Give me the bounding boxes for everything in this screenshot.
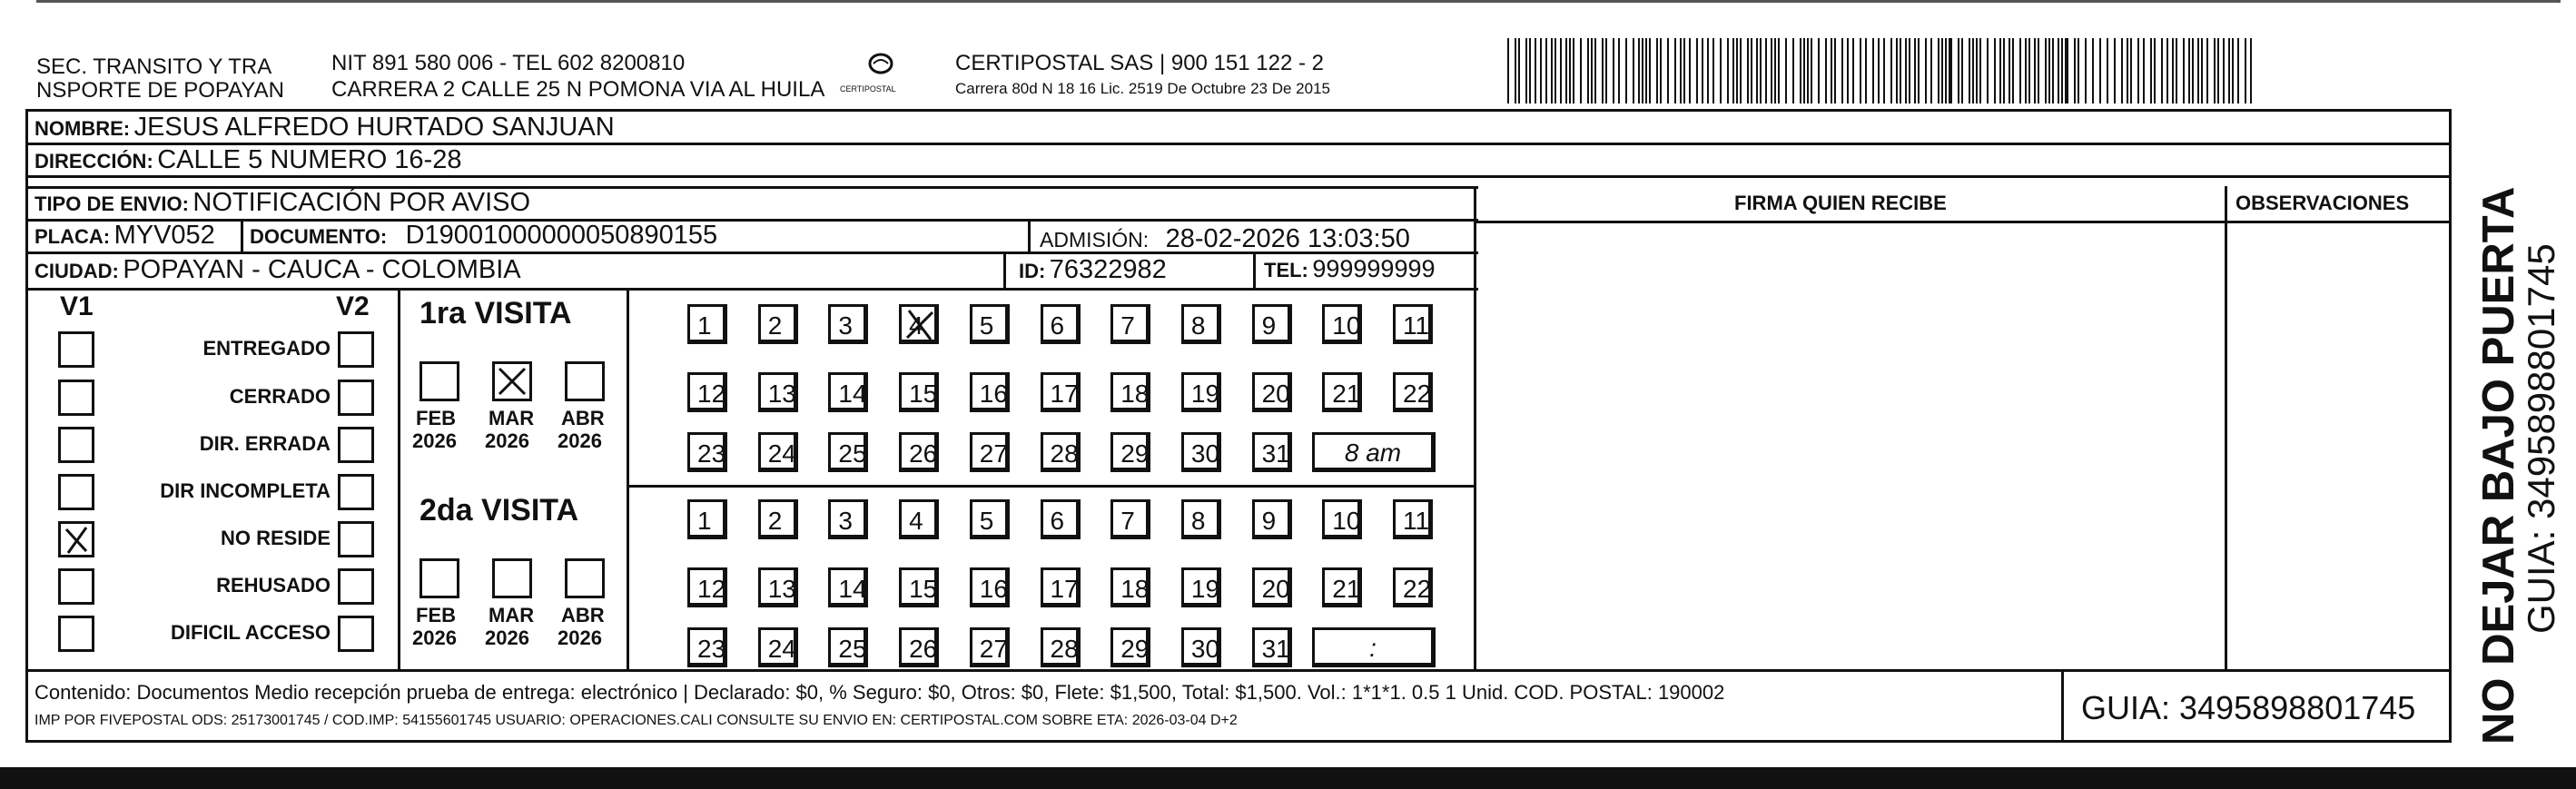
bottom-edge <box>0 767 2576 789</box>
day-box[interactable]: 15 <box>899 567 939 607</box>
sender-name-line2: NSPORTE DE POPAYAN <box>36 78 284 103</box>
barcode-bar <box>1792 38 1794 104</box>
day-box[interactable]: 29 <box>1110 432 1150 472</box>
barcode-bar <box>1535 38 1536 104</box>
tipo-envio-label: TIPO DE ENVIO: <box>35 192 189 215</box>
barcode-bar <box>2201 38 2203 104</box>
first-visit-title: 1ra VISITA <box>419 296 572 330</box>
v2-checkbox[interactable] <box>338 521 374 557</box>
carrier-line2: Carrera 80d N 18 16 Lic. 2519 De Octubre 23 De 2015 <box>955 80 1330 97</box>
v2-checkbox[interactable] <box>338 331 374 368</box>
barcode-bar <box>2137 38 2139 104</box>
barcode-bar <box>1925 38 1927 104</box>
barcode-bar <box>1765 38 1767 104</box>
barcode-bar <box>1569 38 1571 104</box>
day-box[interactable]: 8 <box>1181 499 1221 539</box>
x-mark-icon <box>495 364 529 399</box>
barcode-bar <box>2130 38 2132 104</box>
status-option-label: NO RESIDE <box>220 527 331 549</box>
year-label: 2026 <box>558 429 602 452</box>
day-box[interactable]: 2 <box>758 499 798 539</box>
year-label: 2026 <box>412 626 457 649</box>
second-visit-title: 2da VISITA <box>419 493 579 528</box>
barcode-bar <box>1702 38 1703 104</box>
barcode-bar <box>2121 38 2123 104</box>
barcode-bar <box>1958 38 1959 104</box>
barcode-bar <box>1969 38 1970 104</box>
barcode-bar <box>2078 38 2079 104</box>
tipo-envio-value: NOTIFICACIÓN POR AVISO <box>192 188 531 217</box>
barcode-bar <box>1774 38 1776 104</box>
barcode <box>1507 38 2252 104</box>
day-box[interactable]: 17 <box>1041 372 1081 412</box>
barcode-bar <box>1680 38 1682 104</box>
barcode-bar <box>2232 38 2234 104</box>
month-label: ABR <box>561 407 605 429</box>
day-box[interactable]: 22 <box>1393 567 1433 607</box>
month-label: MAR <box>489 407 535 429</box>
barcode-bar <box>2025 38 2027 104</box>
id-label: ID: <box>1019 260 1046 282</box>
barcode-bar <box>1602 38 1604 104</box>
barcode-bar <box>1683 38 1685 104</box>
day-box[interactable]: 30 <box>1181 432 1221 472</box>
month-checkbox[interactable] <box>565 558 605 598</box>
barcode-bar <box>1580 38 1582 104</box>
day-box[interactable]: 28 <box>1041 627 1081 667</box>
v2-checkbox[interactable] <box>338 616 374 652</box>
barcode-bar <box>1540 38 1542 104</box>
tipo-envio-row <box>35 190 530 216</box>
day-box[interactable]: 9 <box>1252 304 1292 344</box>
barcode-bar <box>1909 38 1910 104</box>
day-box[interactable]: 27 <box>970 432 1010 472</box>
day-box[interactable]: 14 <box>828 372 868 412</box>
day-box[interactable]: 3 <box>828 304 868 344</box>
day-box[interactable]: 30 <box>1181 627 1221 667</box>
observaciones-area[interactable] <box>2229 224 2447 667</box>
day-box[interactable]: 21 <box>1322 567 1362 607</box>
barcode-bar <box>1938 38 1939 104</box>
admision-value: 28-02-2026 13:03:50 <box>1165 224 1410 253</box>
day-box[interactable]: 23 <box>687 627 727 667</box>
barcode-bar <box>1529 38 1531 104</box>
day-box[interactable]: 17 <box>1041 567 1081 607</box>
barcode-bar <box>1732 38 1734 104</box>
month-checkbox[interactable] <box>419 361 459 401</box>
day-box[interactable]: 1 <box>687 304 727 344</box>
documento-value: D19001000000050890155 <box>405 221 718 250</box>
barcode-bar <box>1618 38 1620 104</box>
day-box[interactable]: 24 <box>758 432 798 472</box>
barcode-bar <box>1674 38 1676 104</box>
day-box[interactable]: 4 <box>899 499 939 539</box>
barcode-bar <box>2038 38 2039 104</box>
barcode-bar <box>1865 38 1867 104</box>
barcode-bar <box>1747 38 1749 104</box>
barcode-bar <box>1565 38 1567 104</box>
sender-nit: NIT 891 580 006 - TEL 602 8200810 <box>331 51 686 75</box>
barcode-bar <box>1883 38 1885 104</box>
time-box[interactable]: : <box>1312 627 1436 667</box>
logo-text: CERTIPOSTAL <box>840 84 896 94</box>
day-box[interactable]: 13 <box>758 372 798 412</box>
barcode-bar <box>2085 38 2087 104</box>
nombre-row <box>35 114 615 141</box>
day-box[interactable]: 23 <box>687 432 727 472</box>
barcode-bar <box>1760 38 1762 104</box>
day-box[interactable]: 28 <box>1041 432 1081 472</box>
barcode-bar <box>1905 38 1907 104</box>
documento-cell <box>250 222 717 249</box>
contenido-text: Contenido: Documentos Medio recepción prueba de entrega: electrónico | Declarado: $0, % Seguro: $0, Otros: $0, Flete: $1,500, Total: $1,500. Vol.: 1*1*1. 0.5 1 Unid. COD. POSTAL: 190002 <box>35 681 1725 704</box>
barcode-bar <box>2012 38 2014 104</box>
barcode-bar <box>1605 38 1607 104</box>
ciudad-value: POPAYAN - CAUCA - COLOMBIA <box>123 255 521 284</box>
status-option-label: REHUSADO <box>216 574 331 597</box>
v1-checkbox[interactable] <box>58 380 94 416</box>
barcode-bar <box>1740 38 1742 104</box>
barcode-bar <box>1656 38 1658 104</box>
v2-checkbox[interactable] <box>338 427 374 463</box>
day-box[interactable]: 16 <box>970 567 1010 607</box>
day-box[interactable]: 19 <box>1181 372 1221 412</box>
carrier-line1: CERTIPOSTAL SAS | 900 151 122 - 2 <box>955 51 1324 75</box>
barcode-bar <box>1930 38 1932 104</box>
barcode-bar <box>2019 38 2021 104</box>
day-box[interactable]: 26 <box>899 432 939 472</box>
barcode-bar <box>2143 38 2145 104</box>
barcode-bar <box>1900 38 1901 104</box>
barcode-bar <box>2183 38 2185 104</box>
barcode-bar <box>2223 38 2225 104</box>
month-checkbox[interactable] <box>492 361 532 401</box>
barcode-bar <box>2058 38 2059 104</box>
v1-checkbox[interactable] <box>58 331 94 368</box>
barcode-bar <box>1961 38 1963 104</box>
barcode-bar <box>2197 38 2199 104</box>
day-box[interactable]: 5 <box>970 304 1010 344</box>
placa-cell <box>35 222 215 249</box>
day-box[interactable]: 31 <box>1252 432 1292 472</box>
day-box[interactable]: 1 <box>687 499 727 539</box>
barcode-bar <box>2228 38 2230 104</box>
month-label: ABR <box>561 604 605 626</box>
day-box[interactable]: 27 <box>970 627 1010 667</box>
barcode-bar <box>1852 38 1854 104</box>
day-box[interactable]: 14 <box>828 567 868 607</box>
direccion-row <box>35 147 461 173</box>
day-box[interactable]: 25 <box>828 432 868 472</box>
barcode-bar <box>2176 38 2177 104</box>
barcode-bar <box>1872 38 1874 104</box>
v1-checkbox[interactable] <box>58 568 94 605</box>
barcode-bar <box>1707 38 1709 104</box>
v1-checkbox[interactable] <box>58 616 94 652</box>
ciudad-cell <box>35 257 521 283</box>
status-option-label: DIFICIL ACCESO <box>170 621 331 644</box>
day-box[interactable]: 11 <box>1393 304 1433 344</box>
day-box[interactable]: 18 <box>1110 567 1150 607</box>
barcode-bar <box>1811 38 1812 104</box>
day-box[interactable]: 22 <box>1393 372 1433 412</box>
barcode-bar <box>2114 38 2116 104</box>
barcode-bar <box>1515 38 1516 104</box>
day-box[interactable]: 20 <box>1252 567 1292 607</box>
barcode-bar <box>1554 38 1556 104</box>
barcode-bar <box>2061 38 2063 104</box>
barcode-bar <box>1803 38 1805 104</box>
barcode-bar <box>2048 38 2050 104</box>
day-box[interactable]: 10 <box>1322 499 1362 539</box>
barcode-bar <box>1594 38 1596 104</box>
day-box[interactable] <box>899 304 939 344</box>
direccion-label: DIRECCIÓN: <box>35 150 153 173</box>
day-box[interactable]: 20 <box>1252 372 1292 412</box>
barcode-bar <box>1914 38 1916 104</box>
barcode-bar <box>1660 38 1662 104</box>
year-label: 2026 <box>485 626 529 649</box>
imp-text: IMP POR FIVEPOSTAL ODS: 25173001745 / COD.IMP: 54155601745 USUARIO: OPERACIONES.CALI CONSULTE SU ENVIO EN: CERTIPOSTAL.COM SOBRE ETA: 2026-03-04 D+2 <box>35 713 1238 728</box>
barcode-bar <box>1633 38 1634 104</box>
sender-name-line1: SEC. TRANSITO Y TRA <box>36 54 272 79</box>
status-option-label: CERRADO <box>229 385 331 408</box>
tel-value: 999999999 <box>1312 255 1436 282</box>
id-value: 76322982 <box>1049 255 1167 284</box>
v2-checkbox[interactable] <box>338 568 374 605</box>
status-option-label: DIR INCOMPLETA <box>160 479 331 502</box>
barcode-bar <box>1712 38 1714 104</box>
barcode-bar <box>1979 38 1981 104</box>
barcode-bar <box>1756 38 1758 104</box>
day-box[interactable]: 26 <box>899 627 939 667</box>
barcode-bar <box>2127 38 2128 104</box>
barcode-bar <box>1625 38 1627 104</box>
barcode-bar <box>2161 38 2163 104</box>
footer-guia: GUIA: 3495898801745 <box>2081 689 2416 726</box>
barcode-bar <box>1696 38 1698 104</box>
barcode-bar <box>1649 38 1651 104</box>
day-box[interactable]: 5 <box>970 499 1010 539</box>
day-box[interactable]: 31 <box>1252 627 1292 667</box>
barcode-bar <box>1941 38 1943 104</box>
barcode-bar <box>1807 38 1809 104</box>
placa-label: PLACA: <box>35 225 111 248</box>
barcode-bar <box>1778 38 1780 104</box>
day-box[interactable]: 6 <box>1041 304 1081 344</box>
month-checkbox[interactable] <box>492 558 532 598</box>
day-box[interactable]: 15 <box>899 372 939 412</box>
day-box[interactable]: 18 <box>1110 372 1150 412</box>
barcode-bar <box>2150 38 2152 104</box>
barcode-bar <box>2206 38 2208 104</box>
month-label: FEB <box>416 604 456 626</box>
barcode-bar <box>2172 38 2174 104</box>
day-box[interactable]: 10 <box>1322 304 1362 344</box>
day-number: 4 <box>909 311 923 340</box>
barcode-bar <box>2034 38 2036 104</box>
id-cell <box>1019 257 1167 283</box>
barcode-bar <box>1545 38 1547 104</box>
day-box[interactable]: 9 <box>1252 499 1292 539</box>
v2-checkbox[interactable] <box>338 380 374 416</box>
barcode-bar <box>1720 38 1722 104</box>
v1-checkbox[interactable] <box>58 474 94 510</box>
x-mark-icon <box>61 524 92 555</box>
barcode-bar <box>1976 38 1978 104</box>
barcode-bar <box>1860 38 1861 104</box>
barcode-bar <box>1667 38 1669 104</box>
day-box[interactable]: 12 <box>687 567 727 607</box>
barcode-bar <box>1831 38 1832 104</box>
no-dejar-warning: NO DEJAR BAJO PUERTA <box>2474 186 2523 745</box>
barcode-bar <box>1800 38 1801 104</box>
barcode-bar <box>1890 38 1892 104</box>
barcode-bar <box>1736 38 1738 104</box>
barcode-bar <box>1613 38 1614 104</box>
barcode-bar <box>1818 38 1820 104</box>
barcode-bar <box>1591 38 1593 104</box>
day-box[interactable]: 24 <box>758 627 798 667</box>
month-label: MAR <box>489 604 535 626</box>
barcode-bar <box>2074 38 2076 104</box>
v2-header: V2 <box>336 291 370 321</box>
v1-checkbox[interactable] <box>58 521 94 557</box>
barcode-bar <box>1689 38 1691 104</box>
day-box[interactable]: 12 <box>687 372 727 412</box>
year-label: 2026 <box>485 429 529 452</box>
day-box[interactable]: 25 <box>828 627 868 667</box>
nombre-label: NOMBRE: <box>35 117 131 140</box>
barcode-bar <box>2003 38 2005 104</box>
barcode-bar <box>1878 38 1880 104</box>
barcode-bar <box>2065 38 2068 104</box>
barcode-bar <box>1825 38 1827 104</box>
barcode-bar <box>2192 38 2194 104</box>
placa-value: MYV052 <box>114 221 215 250</box>
barcode-bar <box>2154 38 2156 104</box>
v2-checkbox[interactable] <box>338 474 374 510</box>
admision-cell <box>1040 226 1410 252</box>
barcode-bar <box>2166 38 2168 104</box>
top-edge <box>36 0 2561 3</box>
barcode-bar <box>2092 38 2094 104</box>
status-option-label: DIR. ERRADA <box>199 432 331 455</box>
documento-label: DOCUMENTO: <box>250 225 388 248</box>
barcode-bar <box>2099 38 2101 104</box>
barcode-bar <box>1994 38 1996 104</box>
barcode-bar <box>1645 38 1647 104</box>
barcode-bar <box>2008 38 2010 104</box>
barcode-bar <box>2107 38 2108 104</box>
side-text <box>2452 109 2570 745</box>
barcode-bar <box>2237 38 2239 104</box>
day-box[interactable]: 19 <box>1181 567 1221 607</box>
barcode-bar <box>2045 38 2047 104</box>
barcode-bar <box>1972 38 1974 104</box>
v1-header: V1 <box>60 291 94 321</box>
sender-address: CARRERA 2 CALLE 25 N POMONA VIA AL HUILA <box>331 77 825 102</box>
ciudad-label: CIUDAD: <box>35 260 119 282</box>
day-box[interactable]: 7 <box>1110 499 1150 539</box>
barcode-bar <box>2217 38 2219 104</box>
admision-label: ADMISIÓN: <box>1040 228 1150 251</box>
day-box[interactable]: 6 <box>1041 499 1081 539</box>
barcode-bar <box>1573 38 1574 104</box>
day-box[interactable]: 11 <box>1393 499 1433 539</box>
observaciones-header: OBSERVACIONES <box>2235 192 2410 214</box>
barcode-bar <box>1727 38 1729 104</box>
barcode-bar <box>1560 38 1562 104</box>
barcode-bar <box>1847 38 1849 104</box>
day-box[interactable]: 13 <box>758 567 798 607</box>
v1-checkbox[interactable] <box>58 427 94 463</box>
tel-label: TEL: <box>1264 259 1308 281</box>
barcode-bar <box>1638 38 1640 104</box>
time-box[interactable]: 8 am <box>1312 432 1436 472</box>
month-checkbox[interactable] <box>419 558 459 598</box>
year-label: 2026 <box>558 626 602 649</box>
barcode-bar <box>2188 38 2190 104</box>
barcode-bar <box>1945 38 1947 104</box>
barcode-bar <box>1785 38 1787 104</box>
firma-area[interactable] <box>1478 224 2223 667</box>
barcode-bar <box>2214 38 2216 104</box>
day-box[interactable]: 21 <box>1322 372 1362 412</box>
barcode-bar <box>1918 38 1920 104</box>
nombre-value: JESUS ALFREDO HURTADO SANJUAN <box>133 113 615 142</box>
direccion-value: CALLE 5 NUMERO 16-28 <box>157 145 462 174</box>
barcode-bar <box>1987 38 1989 104</box>
barcode-bar <box>1551 38 1553 104</box>
barcode-bar <box>2245 38 2246 104</box>
barcode-bar <box>1834 38 1836 104</box>
day-box[interactable]: 16 <box>970 372 1010 412</box>
barcode-bar <box>2250 38 2252 104</box>
barcode-bar <box>1507 38 1509 104</box>
barcode-bar <box>1751 38 1752 104</box>
status-option-label: ENTREGADO <box>202 337 331 360</box>
barcode-bar <box>2028 38 2030 104</box>
day-box[interactable]: 8 <box>1181 304 1221 344</box>
barcode-bar <box>1771 38 1772 104</box>
barcode-bar <box>1587 38 1589 104</box>
barcode-bar <box>1841 38 1843 104</box>
day-box[interactable]: 29 <box>1110 627 1150 667</box>
barcode-bar <box>1999 38 2001 104</box>
day-box[interactable]: 7 <box>1110 304 1150 344</box>
month-checkbox[interactable] <box>565 361 605 401</box>
certipostal-logo <box>840 47 922 102</box>
barcode-bar <box>1642 38 1643 104</box>
day-box[interactable]: 2 <box>758 304 798 344</box>
month-label: FEB <box>416 407 456 429</box>
barcode-bar <box>2052 38 2054 104</box>
barcode-bar <box>1525 38 1527 104</box>
day-box[interactable]: 3 <box>828 499 868 539</box>
side-guia: GUIA: 3495898801745 <box>2520 243 2562 634</box>
barcode-bar <box>1949 38 1952 104</box>
barcode-bar <box>1518 38 1520 104</box>
year-label: 2026 <box>412 429 457 452</box>
tel-cell <box>1264 257 1436 281</box>
firma-header: FIRMA QUIEN RECIBE <box>1734 192 1947 214</box>
barcode-bar <box>1896 38 1898 104</box>
